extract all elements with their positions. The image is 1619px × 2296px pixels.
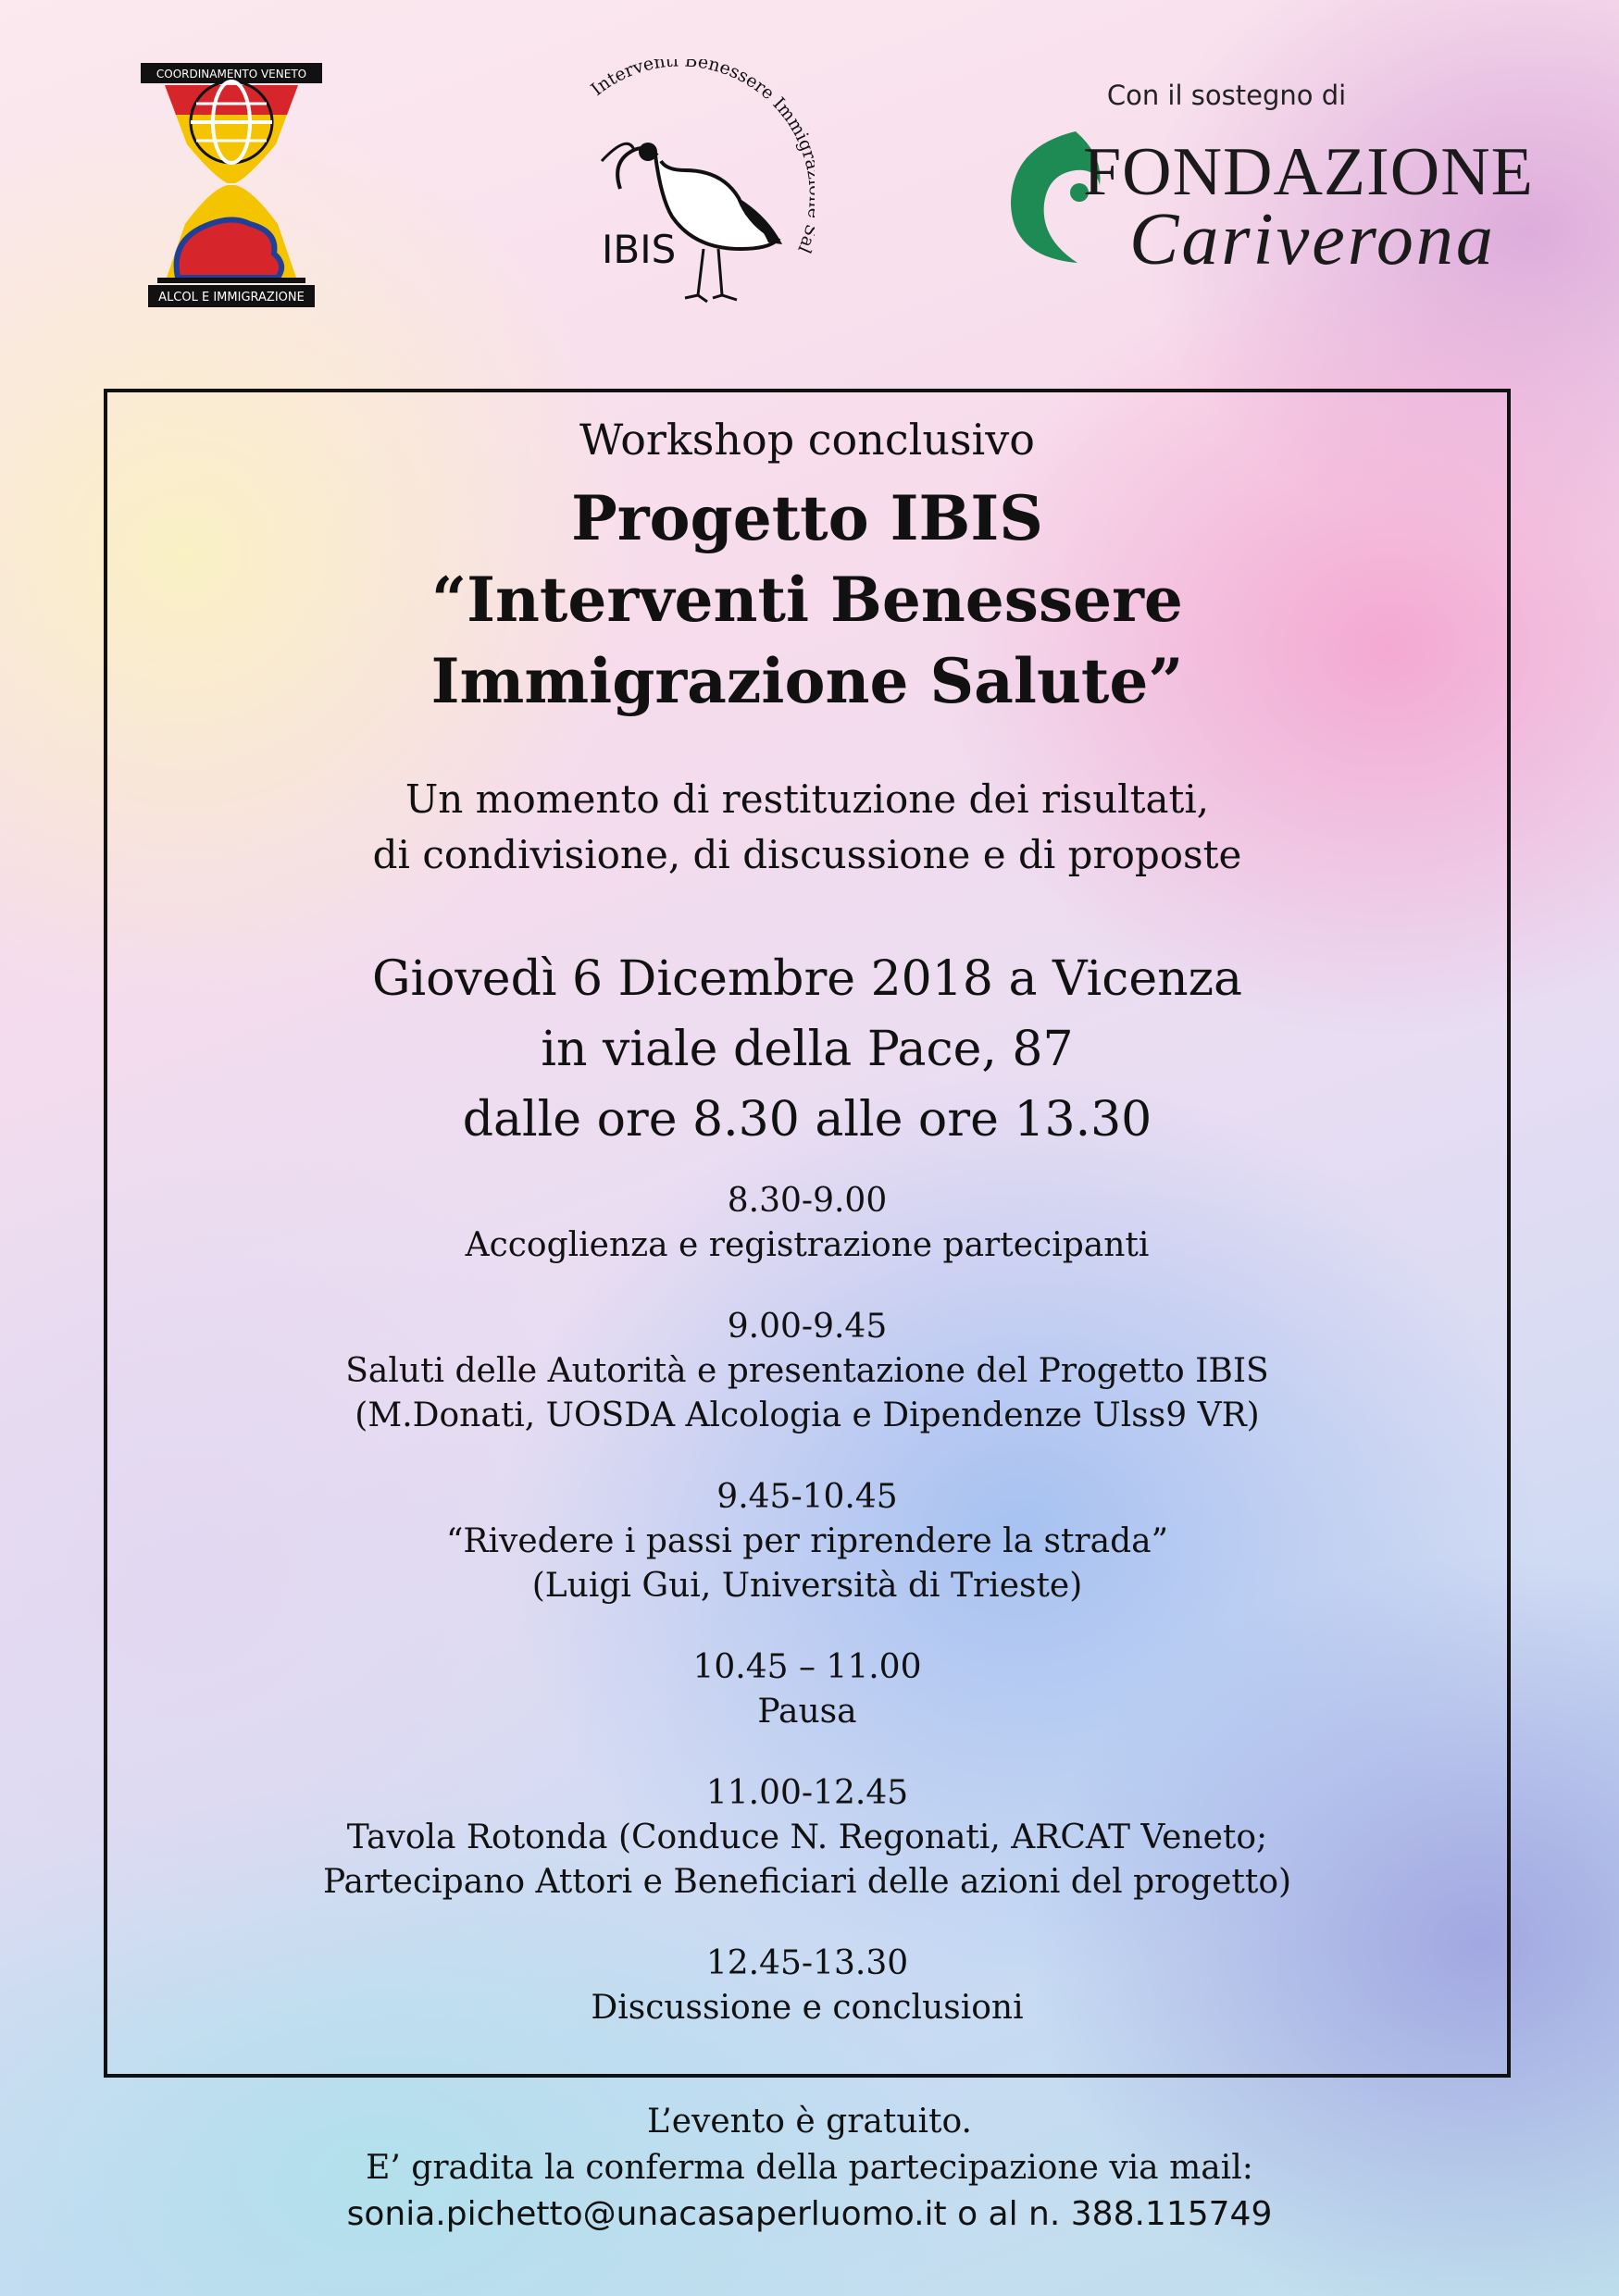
program-text: Pausa [757,1693,857,1731]
free-entry-text: L’evento è gratuito. [646,2103,973,2141]
intro-line: di condivisione, di discussione e di proposte [372,832,1242,877]
program-text: Saluti delle Autorità e presentazione del Progetto IBIS [345,1352,1269,1390]
program-time: 12.45-13.30 [705,1944,909,1982]
ibis-bird-icon [583,59,815,309]
program-text: Tavola Rotonda (Conduce N. Regonati, ARCAT Veneto; [346,1818,1268,1856]
program-text: “Rivedere i passi per riprendere la strada” [445,1522,1169,1560]
program-text: Accoglienza e registrazione partecipanti [465,1226,1150,1264]
program-time: 8.30-9.00 [727,1182,888,1220]
program-list [107,1179,1507,2067]
logo-top-text: COORDINAMENTO VENETO [156,68,307,81]
place-line: in viale della Pace, 87 [541,1022,1074,1077]
event-intro [107,772,1507,883]
event-title [107,478,1507,722]
program-text: (Luigi Gui, Università di Trieste) [531,1567,1083,1605]
program-time: 9.00-9.45 [727,1308,888,1346]
program-text: Discussione e conclusioni [591,1989,1024,2027]
program-item [107,1179,1507,1268]
sponsor-caption: Con il sostegno di [1106,80,1347,111]
title-line: Progetto IBIS [571,482,1043,554]
workshop-subtitle: Workshop conclusivo [579,415,1035,465]
program-text: (M.Donati, UOSDA Alcologia e Dipendenze Ulss9 VR) [355,1396,1260,1434]
program-item [107,1942,1507,2030]
hourglass-globe-icon [139,59,324,309]
event-frame [104,389,1511,2078]
ibis-logo [583,59,815,309]
program-item [107,1305,1507,1438]
intro-line: Un momento di restituzione dei risultati, [405,776,1210,822]
ibis-logo-name: IBIS [602,227,677,272]
contact-text: sonia.pichetto@unacasaperluomo.it o al n. 388.115749 [346,2195,1273,2233]
program-time: 9.45-10.45 [716,1478,898,1516]
logo-bottom-text: ALCOL E IMMIGRAZIONE [158,291,305,304]
ibis-arc-text: Interventi Benessere Immi l [587,59,815,256]
coordinamento-veneto-logo [139,59,324,309]
title-line: Immigrazione Salute” [430,645,1184,717]
program-time: 11.00-12.45 [705,1774,909,1812]
program-text: Partecipano Attori e Beneficiari delle azioni del progetto) [322,1863,1292,1901]
confirm-text: E’ gradita la conferma della partecipazione via mail: [366,2149,1253,2187]
program-item [107,1475,1507,1608]
program-time: 10.45 – 11.00 [692,1648,922,1686]
date-line: Giovedì 6 Dicembre 2018 a Vicenza [371,951,1243,1007]
title-line: “Interventi Benessere [431,564,1183,636]
sponsor-subname: Cariverona [1129,199,1496,280]
program-item [107,1771,1507,1905]
sponsor-block [1009,80,1546,292]
event-date-place [107,944,1507,1155]
sponsor-name: FONDAZIONE [1083,134,1534,210]
hours-line: dalle ore 8.30 alle ore 13.30 [462,1092,1152,1148]
program-item [107,1645,1507,1734]
footer-info [0,2099,1619,2238]
